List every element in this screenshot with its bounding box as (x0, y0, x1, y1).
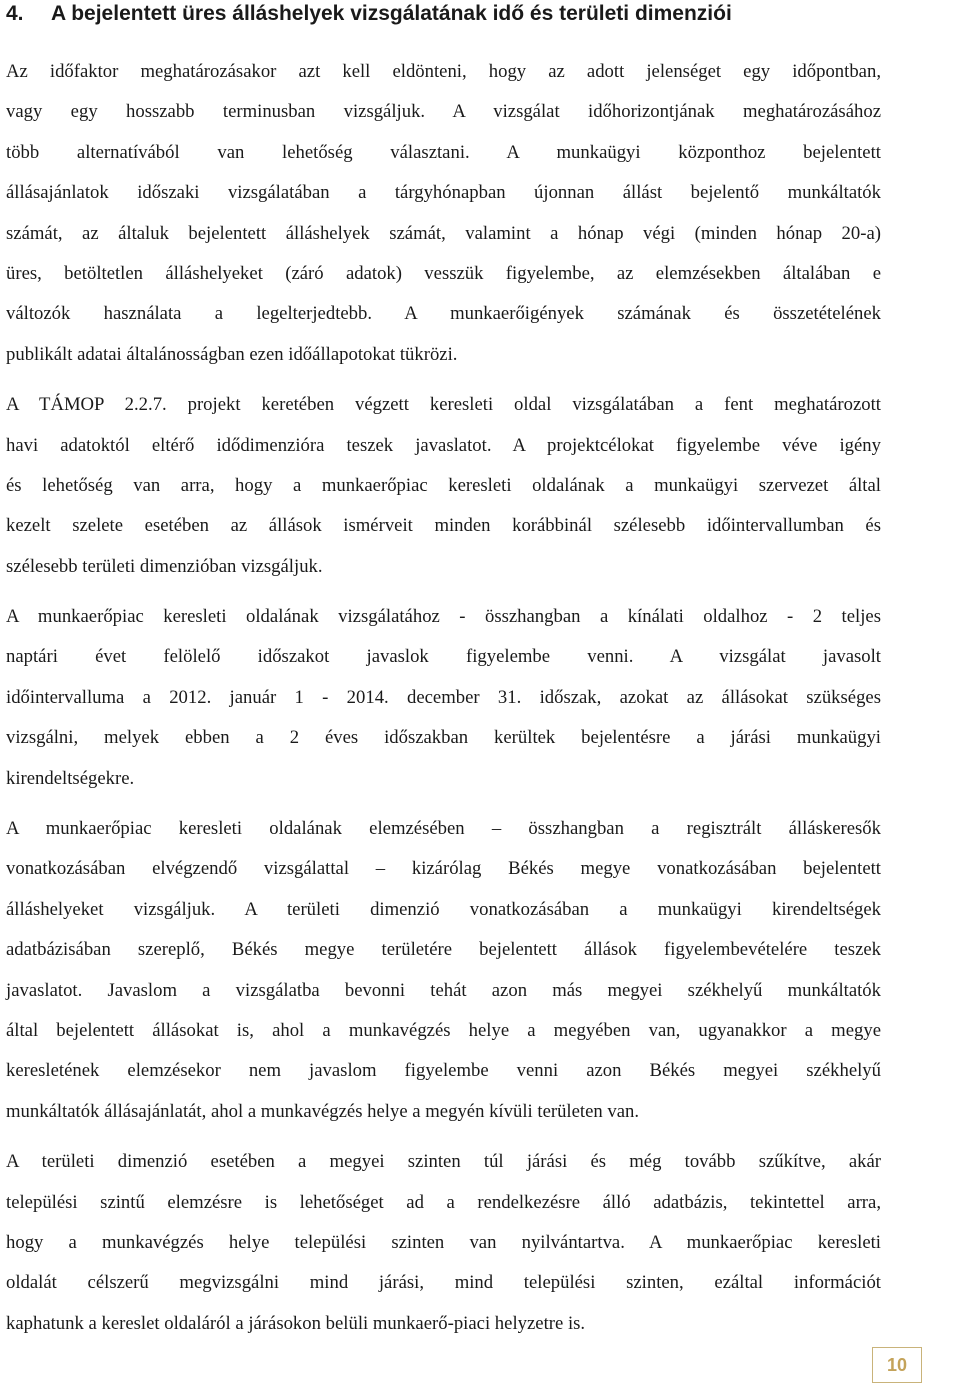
text-line: üres, betöltetlen álláshelyeket (záró adatok) vesszük figyelembe, az elemzésekben általában e (6, 262, 881, 284)
paragraph (6, 52, 881, 375)
text-line: kirendeltségekre. (6, 767, 135, 789)
section-number: 4. (6, 2, 24, 25)
text-line: több alternatívából van lehetőség választani. A munkaügyi központhoz bejelentett (6, 141, 881, 163)
text-line: A területi dimenzió esetében a megyei szinten túl járási és még tovább szűkítve, akár (6, 1151, 881, 1173)
paragraph (6, 1142, 881, 1344)
text-line: álláshelyeket vizsgáljuk. A területi dimenzió vonatkozásában a munkaügyi kirendeltségek (6, 898, 881, 920)
text-line: Az időfaktor meghatározásakor azt kell eldönteni, hogy az adott jelenséget egy időpontban, (6, 61, 881, 82)
text-line: és lehetőség van arra, hogy a munkaerőpiac keresleti oldalának a munkaügyi szervezet által (6, 474, 881, 496)
text-line: publikált adatai általánosságban ezen időállapotokat tükrözi. (6, 343, 458, 365)
page-number-box (872, 1347, 922, 1383)
text-line: munkáltatók állásajánlatát, ahol a munkavégzés helye a megyén kívüli területen van. (6, 1100, 640, 1122)
paragraph (6, 597, 881, 799)
paragraph (6, 385, 881, 587)
text-line: kaphatunk a kereslet oldaláról a járásokon belüli munkaerő-piaci helyzetre is. (6, 1312, 586, 1334)
text-line: szélesebb területi dimenzióban vizsgáljuk. (6, 555, 323, 577)
text-line: oldalát célszerű megvizsgálni mind járási, mind települési szinten, ezáltal információt (6, 1272, 881, 1294)
text-line: A munkaerőpiac keresleti oldalának vizsgálatához - összhangban a kínálati oldalhoz - 2 teljes (6, 606, 881, 628)
text-line: A TÁMOP 2.2.7. projekt keretében végzett keresleti oldal vizsgálatában a fent meghatározott (6, 394, 881, 416)
text-line: adatbázisában szereplő, Békés megye területére bejelentett állások figyelembevételére teszek (6, 939, 881, 961)
paragraph (6, 809, 881, 1132)
body-text (6, 52, 881, 1344)
section-title: A bejelentett üres álláshelyek vizsgálatának idő és területi dimenziói (51, 2, 732, 25)
text-line: időintervalluma a 2012. január 1 - 2014. december 31. időszak, azokat az állásokat szükséges (6, 686, 881, 708)
section-heading (6, 1, 946, 27)
text-line: naptári évet felölelő időszakot javaslok figyelembe venni. A vizsgálat javasolt (6, 646, 881, 668)
text-line: keresletének elemzésekor nem javaslom figyelembe venni azon Békés megyei székhelyű (6, 1060, 881, 1082)
text-line: számát, az általuk bejelentett álláshelyek számát, valamint a hónap végi (minden hónap 20-a) (6, 222, 881, 244)
text-line: hogy a munkavégzés helye települési szinten van nyilvántartva. A munkaerőpiac keresleti (6, 1231, 881, 1253)
text-line: A munkaerőpiac keresleti oldalának elemzésében – összhangban a regisztrált álláskeresők (6, 818, 881, 840)
text-line: vagy egy hosszabb terminusban vizsgáljuk. A vizsgálat időhorizontjának meghatározásához (6, 101, 881, 123)
text-line: állásajánlatok időszaki vizsgálatában a tárgyhónapban újonnan állást bejelentő munkáltatók (6, 182, 881, 204)
text-line: által bejelentett állásokat is, ahol a munkavégzés helye a megyében van, ugyanakkor a megye (6, 1019, 881, 1041)
text-line: vizsgálni, melyek ebben a 2 éves időszakban kerültek bejelentésre a járási munkaügyi (6, 727, 881, 749)
text-line: havi adatoktól eltérő idődimenzióra teszek javaslatot. A projektcélokat figyelembe véve igény (6, 434, 881, 456)
text-line: változók használata a legelterjedtebb. A munkaerőigények számának és összetételének (6, 303, 881, 325)
page-number: 10 (886, 1354, 908, 1375)
text-line: vonatkozásában elvégzendő vizsgálattal – kizárólag Békés megye vonatkozásában bejelentett (6, 858, 881, 880)
text-line: javaslatot. Javaslom a vizsgálatba bevonni tehát azon más megyei székhelyű munkáltatók (6, 979, 881, 1001)
text-line: települési szintű elemzésre is lehetőséget ad a rendelkezésre álló adatbázis, tekintettel arra, (6, 1191, 881, 1213)
text-line: kezelt szelete esetében az állások ismérveit minden korábbinál szélesebb időintervallumban és (6, 515, 881, 537)
